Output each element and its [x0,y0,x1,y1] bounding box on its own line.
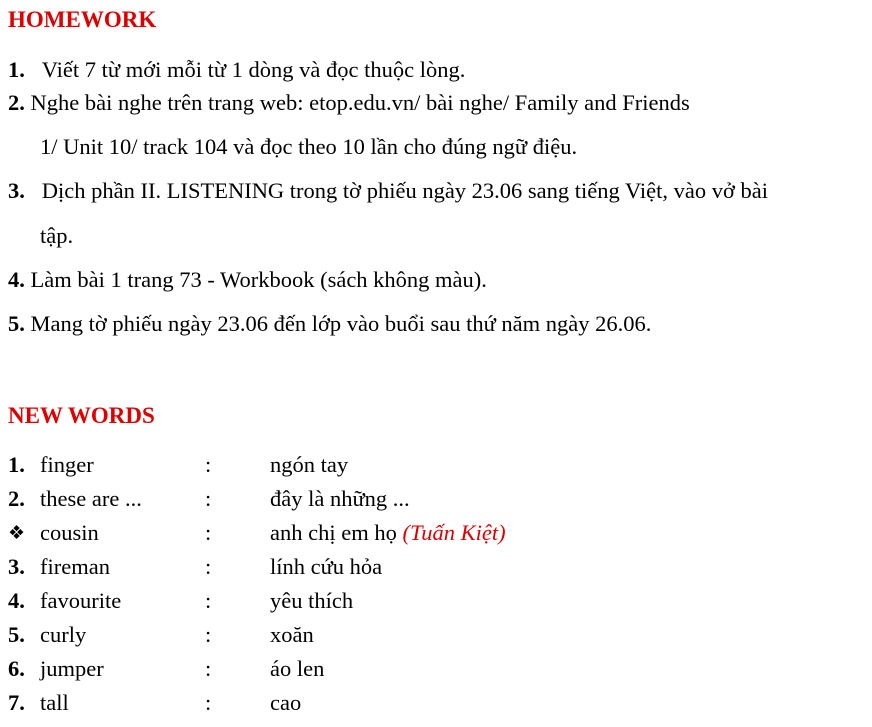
word-separator: : [205,486,212,511]
homework-item-3-continuation: tập. [40,223,74,248]
homework-item-number: 2. [8,90,25,115]
homework-item-5 [8,311,651,337]
word-number: 3. [8,554,25,579]
homework-item-text: Nghe bài nghe trên trang web: etop.edu.vn/ bài nghe/ Family and Friends [30,90,690,115]
word-term: curly [40,622,87,647]
homework-item-4 [8,267,487,293]
homework-item-1 [8,57,465,83]
word-number: 2. [8,486,25,511]
word-meaning: đây là những ... [270,486,410,511]
word-term: finger [40,452,94,477]
word-term: jumper [40,656,104,681]
homework-item-number: 4. [8,267,25,292]
word-term: tall [40,690,69,715]
word-number: 1. [8,452,25,477]
word-meaning: áo len [270,656,325,681]
homework-item-number: 3. [8,178,25,203]
word-number: 7. [8,690,25,715]
word-number: 4. [8,588,25,613]
homework-item-2 [8,90,690,116]
homework-item-text: Viết 7 từ mới mỗi từ 1 dòng và đọc thuộc lòng. [41,57,466,82]
word-separator: : [205,656,212,681]
word-note: (Tuấn Kiệt) [402,520,506,545]
homework-item-text: Mang tờ phiếu ngày 23.06 đến lớp vào buổi sau thứ năm ngày 26.06. [30,311,652,336]
word-meaning: cao [270,690,302,715]
word-number: 5. [8,622,25,647]
new-words-heading: NEW WORDS [8,403,155,428]
word-separator: : [205,520,212,545]
word-separator: : [205,622,212,647]
homework-item-number: 1. [8,57,25,82]
word-term: fireman [40,554,110,579]
word-separator: : [205,588,212,613]
word-meaning: yêu thích [270,588,354,613]
homework-item-3 [8,178,768,204]
word-meaning [270,520,506,546]
homework-item-number: 5. [8,311,25,336]
homework-heading: HOMEWORK [8,7,157,32]
diamond-bullet-icon: ❖ [8,523,26,544]
word-term: favourite [40,588,122,613]
homework-item-text: Dịch phần II. LISTENING trong tờ phiếu ngày 23.06 sang tiếng Việt, vào vở bài [41,178,769,203]
word-term: cousin [40,520,99,545]
word-separator: : [205,452,212,477]
homework-item-text: Làm bài 1 trang 73 - Workbook (sách không màu). [30,267,487,292]
word-separator: : [205,554,212,579]
word-meaning: xoăn [270,622,314,647]
word-meaning: ngón tay [270,452,349,477]
homework-item-2-continuation: 1/ Unit 10/ track 104 và đọc theo 10 lần cho đúng ngữ điệu. [40,134,578,159]
word-meaning: lính cứu hỏa [270,554,383,579]
word-meaning-text: anh chị em họ [270,520,397,545]
word-separator: : [205,690,212,715]
word-term: these are ... [40,486,142,511]
word-number: 6. [8,656,25,681]
